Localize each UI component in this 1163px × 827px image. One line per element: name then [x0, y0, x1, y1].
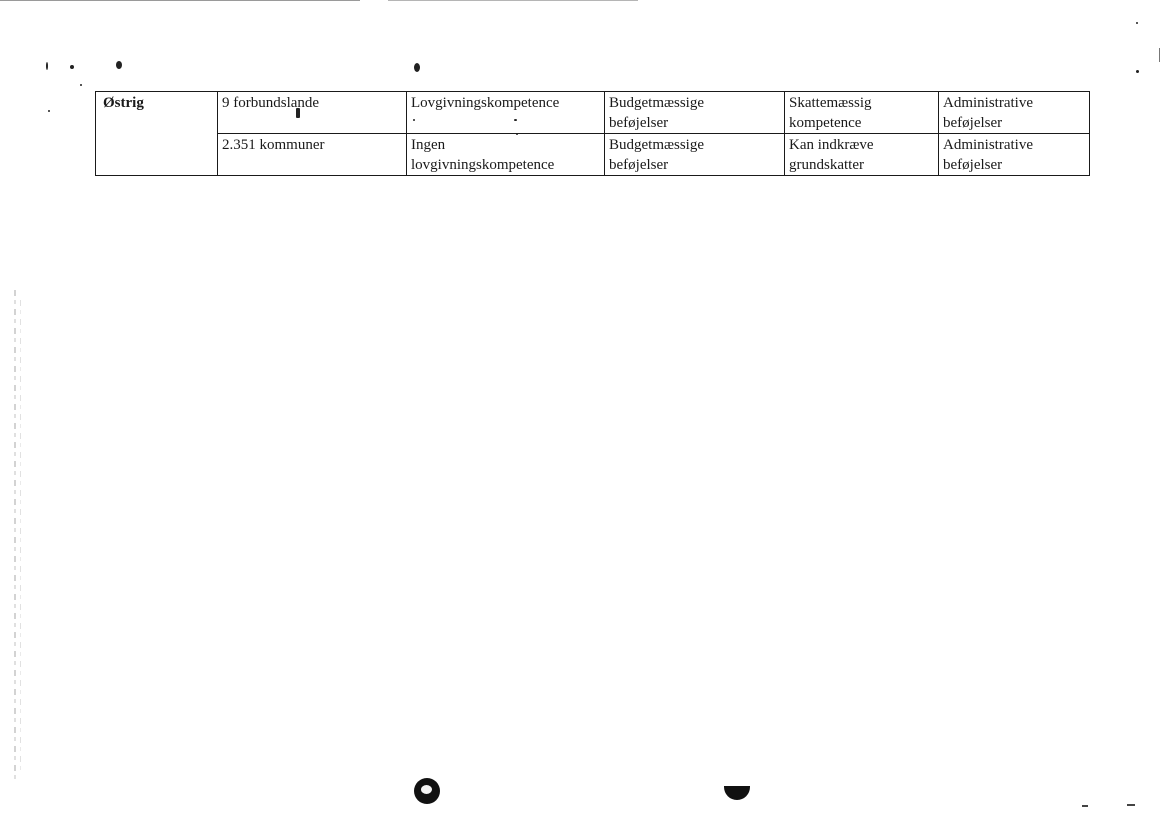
admin-cell: [939, 92, 1090, 134]
admin-text: beføjelser: [943, 157, 1003, 173]
scan-speck: [48, 110, 50, 112]
punch-hole: [724, 786, 750, 800]
budget-text: beføjelser: [609, 157, 669, 173]
legislative-text: lovgivningskompetence: [411, 157, 555, 173]
level-cell: [218, 92, 407, 134]
admin-text: Administrative: [943, 95, 1033, 111]
scan-artifact-mark: [1127, 804, 1135, 806]
country-cell: [96, 92, 218, 176]
level-cell: [218, 134, 407, 176]
tax-cell: [785, 134, 939, 176]
scan-speck: [414, 63, 420, 72]
punch-hole: [414, 778, 440, 804]
competence-table: [95, 91, 1090, 176]
level-label: 9 forbundslande: [222, 95, 320, 111]
scan-artifact-line: [388, 0, 638, 1]
legislative-text: Ingen: [411, 137, 446, 153]
country-label: Østrig: [103, 95, 144, 111]
budget-cell: [605, 134, 785, 176]
level-label: 2.351 kommuner: [222, 137, 325, 153]
tax-text: grundskatter: [789, 157, 864, 173]
scan-speck: [1136, 70, 1139, 73]
scan-speck: [80, 84, 82, 86]
legislative-cell: [407, 92, 605, 134]
scan-artifact-edge: [20, 300, 21, 770]
scan-artifact-mark: [1082, 805, 1088, 807]
tax-text: Skattemæssig: [789, 95, 872, 111]
budget-text: Budgetmæssige: [609, 137, 705, 153]
admin-text: beføjelser: [943, 115, 1003, 131]
tax-text: Kan indkræve: [789, 137, 874, 153]
legislative-cell: [407, 134, 605, 176]
scan-artifact-line: [0, 0, 360, 1]
table-row: [96, 134, 1090, 176]
tax-text: kompetence: [789, 115, 862, 131]
table-row: [96, 92, 1090, 134]
scan-speck: [1136, 22, 1138, 24]
budget-cell: [605, 92, 785, 134]
scan-speck: [46, 62, 48, 70]
budget-text: beføjelser: [609, 115, 669, 131]
legislative-text: Lovgivningskompetence: [411, 95, 560, 111]
budget-text: Budgetmæssige: [609, 95, 705, 111]
scan-artifact-mark: [1159, 48, 1160, 62]
admin-cell: [939, 134, 1090, 176]
scan-speck: [70, 65, 74, 69]
tax-cell: [785, 92, 939, 134]
admin-text: Administrative: [943, 137, 1033, 153]
scan-speck: [116, 61, 122, 69]
scan-artifact-edge: [14, 290, 16, 780]
